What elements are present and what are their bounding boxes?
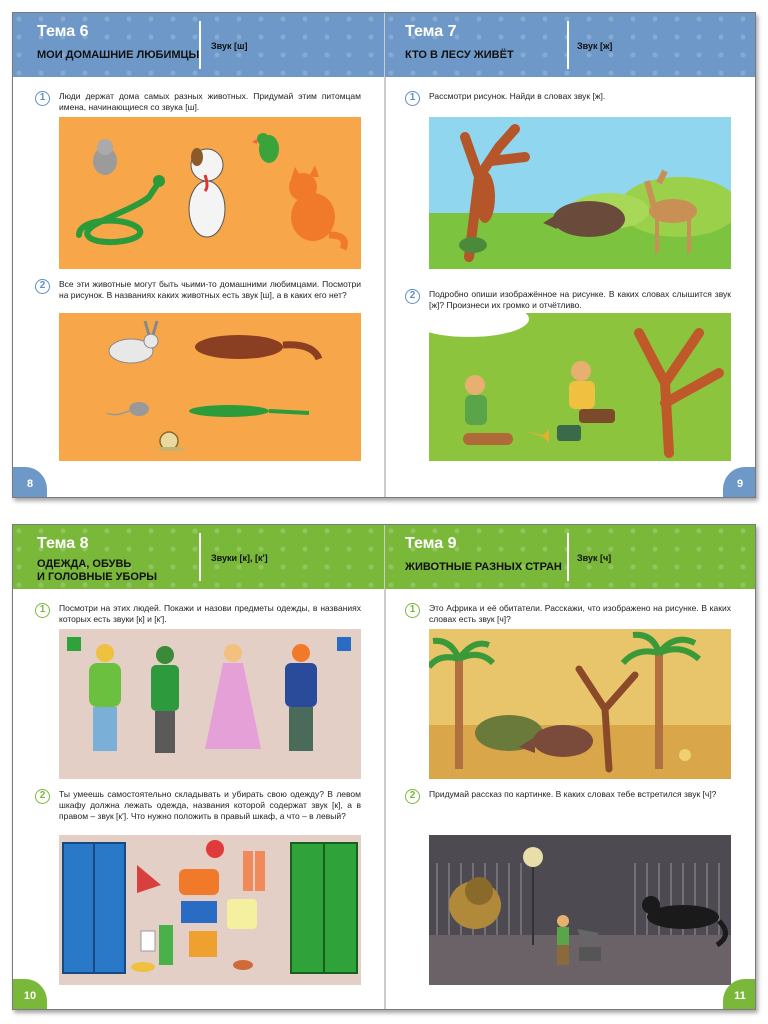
egg-figure [679, 749, 691, 761]
man-figure [571, 361, 591, 381]
pets-illustration [59, 117, 361, 269]
page-11 [385, 525, 756, 1009]
person-jacket [89, 663, 121, 707]
theme-title: КТО В ЛЕСУ ЖИВЁТ [405, 49, 514, 61]
page-number: 11 [723, 979, 756, 1009]
theme-number: Тема 7 [405, 23, 457, 40]
person-sweater [285, 663, 317, 707]
people-clothing-illustration [59, 629, 361, 779]
theme-header [385, 13, 756, 77]
page-10 [13, 525, 385, 1009]
theme-header [385, 525, 756, 589]
task-number-badge: 2 [405, 289, 420, 304]
theme-title-line-2: И ГОЛОВНЫЕ УБОРЫ [37, 571, 158, 583]
page-8 [13, 13, 385, 497]
clothing-item [159, 925, 173, 965]
header-divider [567, 21, 569, 69]
clothing-item [206, 840, 224, 858]
sound-label: Звук [ш] [211, 41, 248, 51]
task-number-badge: 1 [405, 91, 420, 106]
task-text: Придумай рассказ по картинке. В каких словах тебе встретился звук [ч]? [429, 789, 717, 799]
task-number-badge: 1 [35, 603, 50, 618]
theme-header [13, 525, 385, 589]
page-9 [385, 13, 756, 497]
theme-header [13, 13, 385, 77]
sound-label: Звук [ж] [577, 41, 613, 51]
theme-number: Тема 6 [37, 23, 89, 40]
header-divider [199, 21, 201, 69]
task-text: Это Африка и её обитатели. Расскажи, что изображено на рисунке. В каких словах есть звук [ч]? [429, 603, 731, 624]
task-text: Рассмотри рисунок. Найди в словах звук [ж]. [429, 91, 606, 101]
clothing-item [181, 901, 217, 923]
task-text: Подробно опиши изображённое на рисунке. В каких словах слышится звук [ж]? Произнеси их громко и отчётливо. [429, 289, 731, 310]
boy-figure [557, 915, 569, 927]
wardrobes-illustration [59, 835, 361, 985]
task-number-badge: 1 [35, 91, 50, 106]
person-uniform [151, 665, 179, 711]
task-text: Люди держат дома самых разных животных. Придумай этим питомцам имена, начинающиеся со звука [ш]. [59, 91, 361, 112]
bag-figure [557, 425, 581, 441]
clothing-item [189, 931, 217, 957]
green-square [67, 637, 81, 651]
clothing-item [179, 869, 219, 895]
blue-square [337, 637, 351, 651]
clothing-item [243, 851, 253, 891]
boy-figure [465, 375, 485, 395]
spread-pages-10-11 [12, 524, 756, 1010]
hedgehog-figure [459, 237, 487, 253]
theme-number: Тема 8 [37, 535, 89, 552]
forest-illustration [429, 117, 731, 269]
header-divider [199, 533, 201, 581]
spread-pages-8-9 [12, 12, 756, 498]
clothing-item [141, 931, 155, 951]
task-text: Все эти животные могут быть чьими-то домашними любимцами. Посмотри на рисунок. В названиях каких животных есть звук [ш], а в каких его нет? [59, 279, 361, 300]
mouse-figure [129, 402, 149, 416]
animals-illustration [59, 313, 361, 461]
warthog-figure [533, 725, 593, 757]
zoo-night-illustration [429, 835, 731, 985]
sound-label: Звуки [к], [к'] [211, 553, 268, 563]
task-number-badge: 2 [35, 789, 50, 804]
boar-figure [553, 201, 625, 237]
theme-title: ЖИВОТНЫЕ РАЗНЫХ СТРАН [405, 561, 562, 573]
clothing-item [233, 960, 253, 970]
campsite-illustration [429, 313, 731, 461]
task-number-badge: 2 [35, 279, 50, 294]
clothing-item [131, 962, 155, 972]
clothing-item [227, 899, 257, 929]
header-divider [567, 533, 569, 581]
theme-title-line-1: ОДЕЖДА, ОБУВЬ [37, 558, 132, 570]
lizard-figure [189, 405, 269, 417]
gramophone-figure [579, 947, 601, 961]
theme-number: Тема 9 [405, 535, 457, 552]
page-number: 10 [13, 979, 47, 1009]
street-lamp [523, 847, 543, 867]
page-number: 8 [13, 467, 47, 497]
page-number: 9 [723, 467, 756, 497]
sound-label: Звук [ч] [577, 553, 612, 563]
task-text: Ты умеешь самостоятельно складывать и убирать свою одежду? В левом шкафу должна лежать одежда, названия которой содержат звук [к], а в правом – звук [к']. Что нужно положить в правый шкаф, а что – в левый? [59, 789, 361, 821]
cat-figure [291, 193, 335, 241]
task-number-badge: 2 [405, 789, 420, 804]
task-text: Посмотри на этих людей. Покажи и назови предметы одежды, в названиях которых есть звуки [к] и [к']. [59, 603, 361, 624]
task-number-badge: 1 [405, 603, 420, 618]
theme-title: МОИ ДОМАШНИЕ ЛЮБИМЦЫ [37, 49, 200, 61]
marten-figure [195, 335, 283, 359]
africa-illustration [429, 629, 731, 779]
